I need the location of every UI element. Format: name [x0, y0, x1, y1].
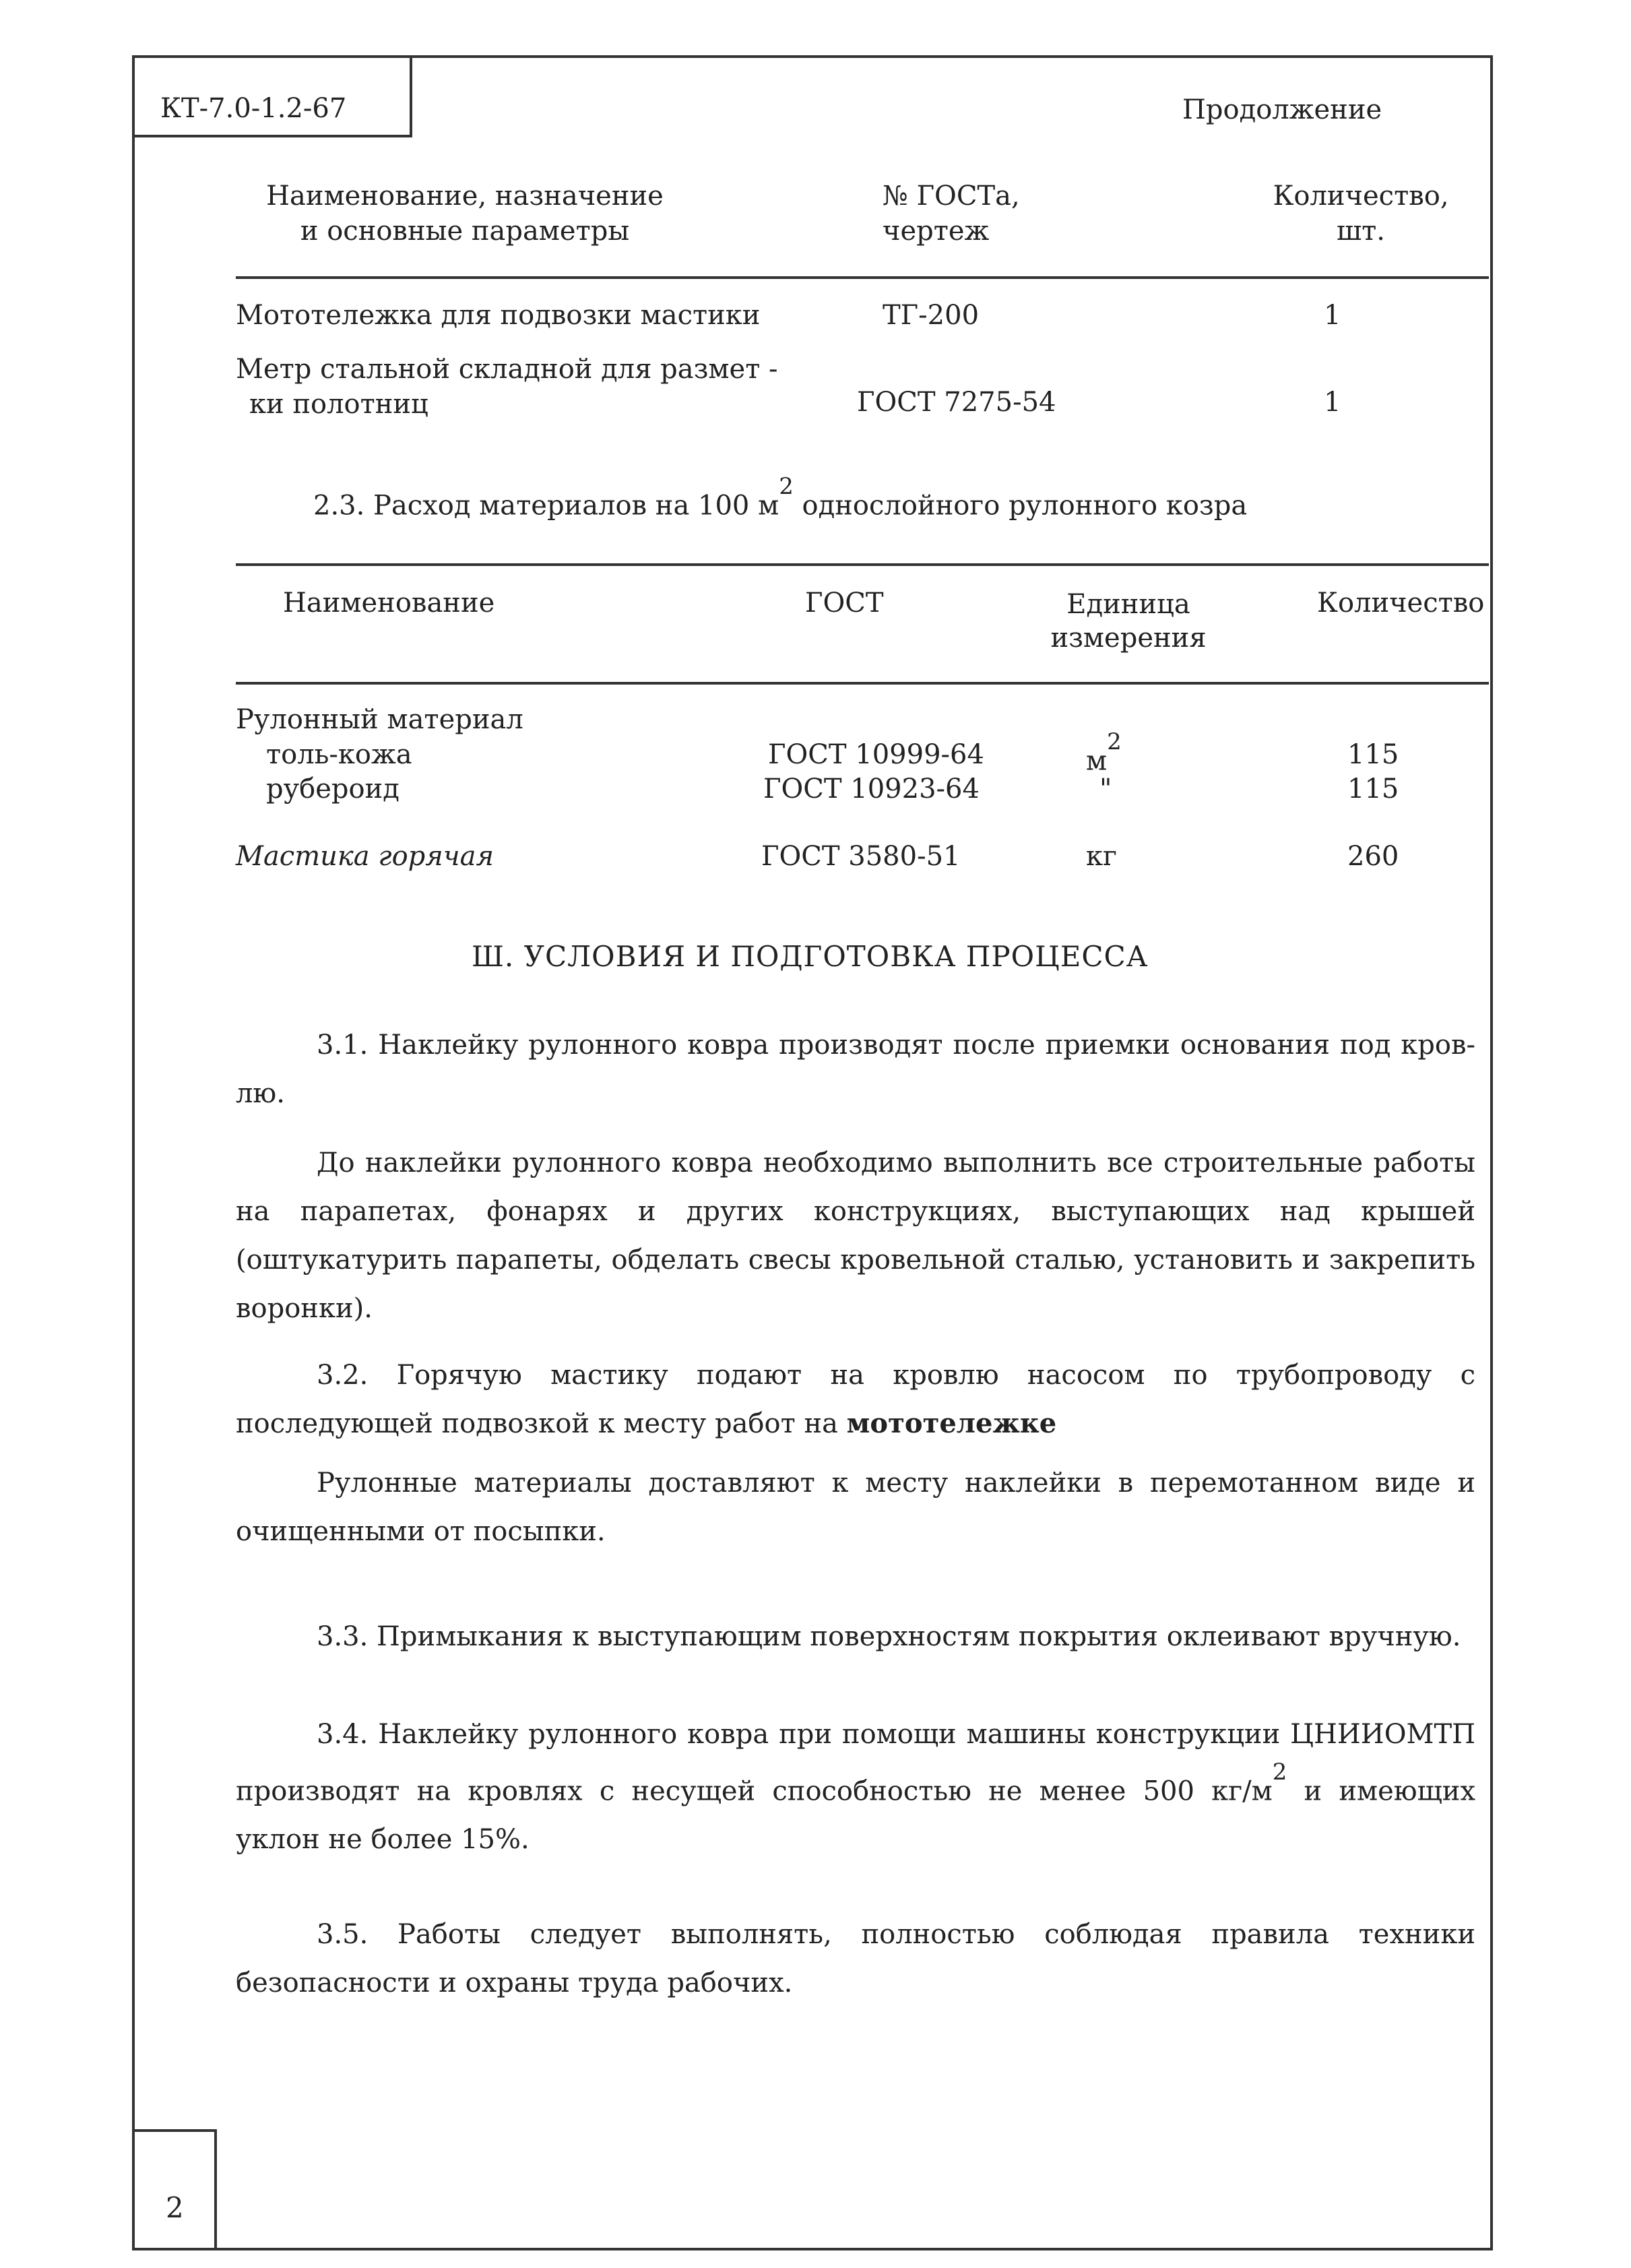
section-2-3-suffix: однослойного рулонного козра — [793, 490, 1248, 522]
t2-header-unit-line1: Единица — [1066, 589, 1190, 620]
t2-header-qty: Количество — [1317, 588, 1485, 619]
t2-row1-gost: ГОСТ 10999-64 — [768, 739, 984, 770]
t2-row3-qty: 260 — [1347, 841, 1399, 872]
section-2-3-sup: 2 — [779, 473, 794, 500]
t2-row2-name: рубероид — [266, 774, 399, 805]
para-3-4-text-b: и имеющих уклон не более 15%. — [236, 1775, 1476, 1856]
para-3-2-text: 3.2. Горячую мастику подают на кровлю насосом по трубопроводу с последующей подвозкой к месту работ на — [236, 1360, 1475, 1439]
doc-code-box — [132, 55, 412, 137]
t1-row2-name-line2: ки полотниц — [249, 389, 428, 420]
t2-top-rule — [236, 563, 1489, 566]
para-3-3: 3.3. Примыкания к выступающим поверхностям покрытия оклеивают вручную. — [317, 1621, 1461, 1652]
para-3-2b: Рулонные материалы доставляют к месту наклейки в перемотанном виде и очищенными от посыпки. — [236, 1468, 1475, 1547]
t1-row1-qty: 1 — [1324, 300, 1341, 331]
t2-row3-gost: ГОСТ 3580-51 — [761, 841, 961, 872]
para-3-5: 3.5. Работы следует выполнять, полностью соблюдая правила техники безопасности и охраны труда рабочих. — [236, 1919, 1475, 1998]
t2-row3-unit: кг — [1086, 841, 1117, 872]
t2-row1-unit — [1086, 728, 1122, 777]
para-3-1: 3.1. Наклейку рулонного ковра производят после приемки основания под кров-лю. — [236, 1030, 1475, 1109]
t2-row1-qty: 115 — [1347, 739, 1399, 770]
t1-header-name — [249, 179, 680, 249]
t2-row1-unit-text: м — [1086, 745, 1108, 777]
t2-group-label: Рулонный материал — [236, 704, 523, 735]
t1-header-qty-line1: Количество, — [1273, 181, 1449, 212]
t2-header-gost: ГОСТ — [805, 588, 884, 619]
t1-header-name-line2: и основные параметры — [300, 216, 630, 247]
para-3-4-text-a: 3.4. Наклейку рулонного ковра при помощи машины конструкции ЦНИИОМТП производят на кровлях с несущей способностью не менее 500 кг/м — [236, 1719, 1475, 1807]
t2-row3-name: Мастика горячая — [236, 841, 494, 872]
t2-header-unit-line2: измерения — [1050, 623, 1207, 654]
t1-row2-name-line1: Метр стальной складной для размет - — [236, 354, 778, 385]
t2-header-rule — [236, 682, 1489, 685]
doc-code: КТ-7.0-1.2-67 — [160, 93, 347, 124]
t1-header-rule — [236, 276, 1489, 279]
section-3-heading: Ш. УСЛОВИЯ И ПОДГОТОВКА ПРОЦЕССА — [472, 940, 1149, 973]
t2-row2-unit: " — [1099, 774, 1112, 805]
t1-header-gost-line1: № ГОСТа, — [883, 181, 1020, 212]
t2-header-name: Наименование — [283, 588, 495, 619]
t1-row2-name — [236, 352, 778, 422]
t1-header-qty — [1253, 179, 1469, 249]
t2-row2-gost: ГОСТ 10923-64 — [763, 774, 980, 805]
t1-row2-qty: 1 — [1324, 387, 1341, 418]
t2-header-unit — [1027, 588, 1229, 655]
section-2-3-title — [313, 473, 1248, 522]
para-3-4-sup: 2 — [1272, 1759, 1287, 1786]
t1-row1-gost: ТГ-200 — [883, 300, 980, 331]
section-2-3-prefix: 2.3. Расход материалов на 100 м — [313, 490, 779, 522]
para-3-4 — [236, 1710, 1475, 1864]
para-3-1b: До наклейки рулонного ковра необходимо выполнить все строительные работы на парапетах, фонарях и других конструкциях, выступающих над крышей (оштукатурить парапеты, обделать свесы кровельной сталью, установить и закрепить воронки). — [236, 1147, 1475, 1324]
t1-row2-gost: ГОСТ 7275-54 — [857, 387, 1056, 418]
t1-header-gost — [883, 179, 1020, 249]
t1-row1-name: Мототележка для подвозки мастики — [236, 300, 761, 331]
para-3-2-bold: мототележке — [846, 1408, 1057, 1439]
t1-header-gost-line2: чертеж — [883, 216, 990, 247]
continuation-label: Продолжение — [1182, 94, 1382, 125]
t2-row1-unit-sup: 2 — [1107, 728, 1122, 755]
t2-row1-name: толь-кожа — [266, 739, 412, 770]
para-3-2 — [236, 1351, 1475, 1448]
page-number: 2 — [166, 2191, 184, 2224]
t1-header-qty-line2: шт. — [1336, 216, 1386, 247]
t1-header-name-line1: Наименование, назначение — [266, 181, 664, 212]
page-number-box — [132, 2129, 217, 2250]
t2-row2-qty: 115 — [1347, 774, 1399, 805]
